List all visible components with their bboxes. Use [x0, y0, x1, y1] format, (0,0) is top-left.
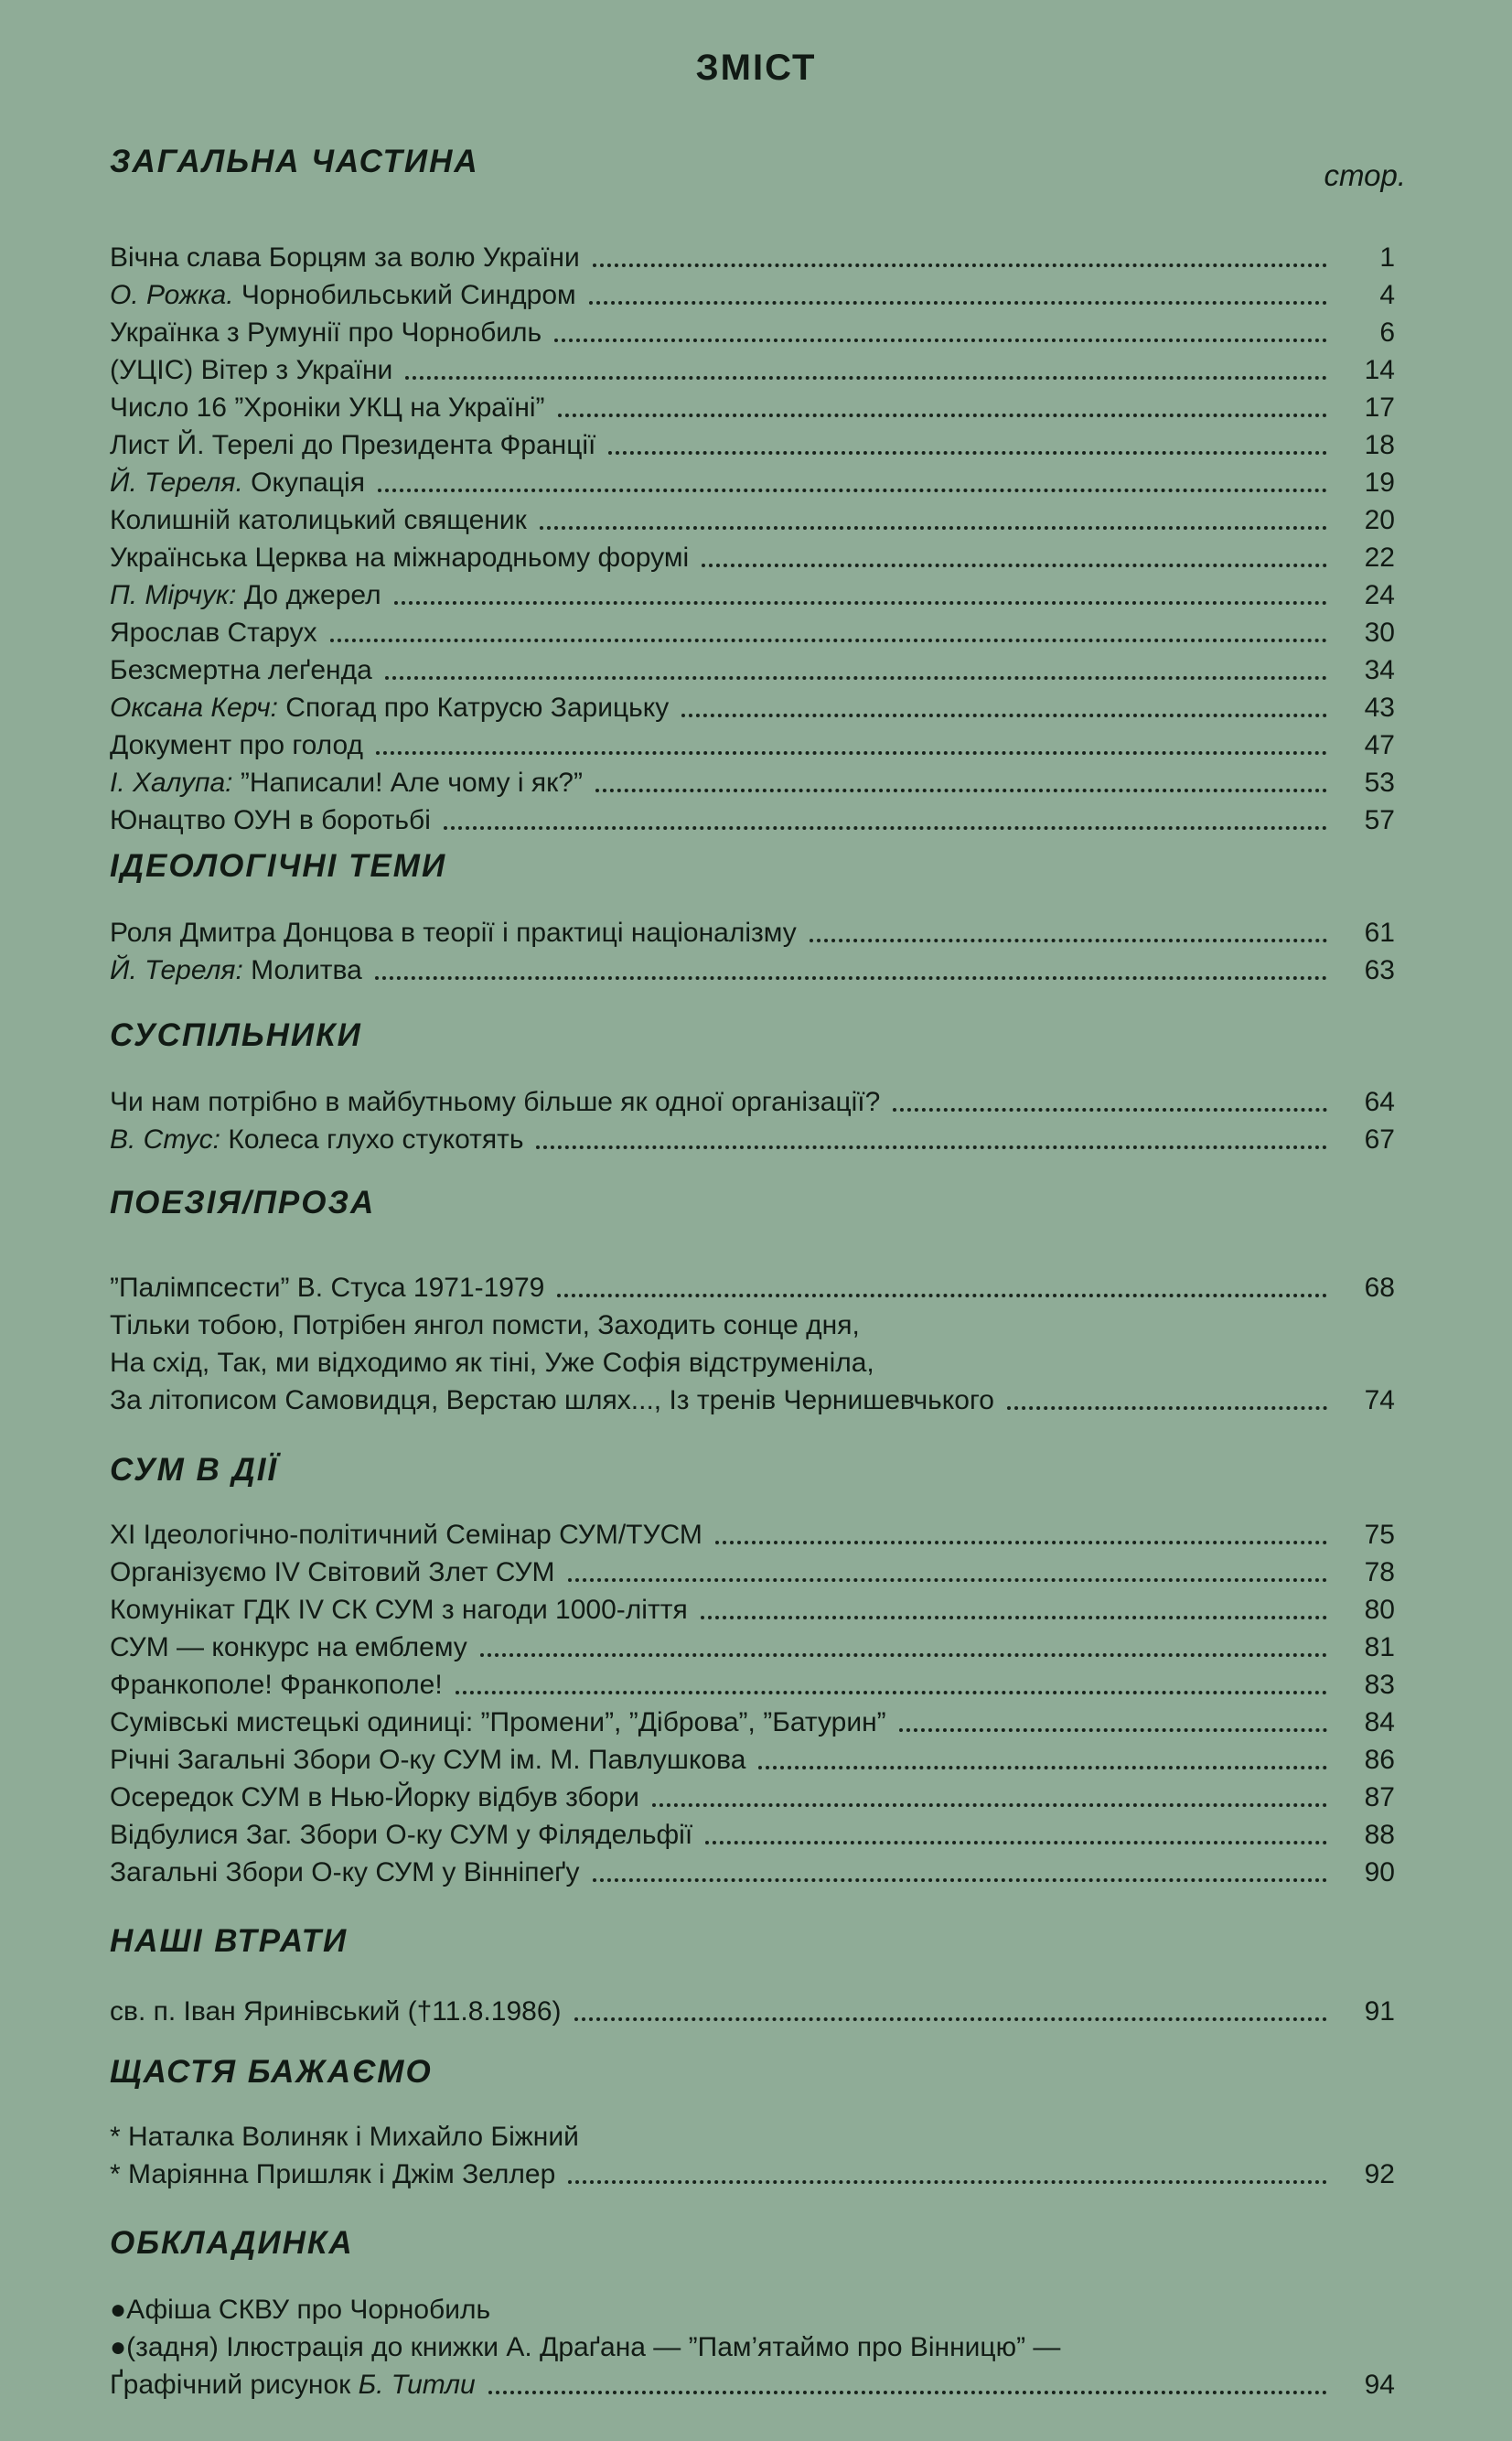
entry-title: ”Написали! Але чому і як?”	[240, 768, 583, 798]
toc-entry	[110, 1816, 1395, 1854]
entry-title: Окупація	[251, 468, 365, 498]
entry-list	[110, 2118, 1395, 2193]
page-column-label: стор.	[1324, 158, 1406, 192]
entry-title: Безсмертна леґенда	[110, 655, 372, 685]
dot-leader	[480, 1653, 1327, 1657]
entry-text-wrap	[110, 952, 362, 989]
section-title: ЗАГАЛЬНА ЧАСТИНА	[110, 144, 479, 179]
dot-leader	[681, 714, 1327, 717]
entry-page-number: 53	[1364, 768, 1395, 798]
entry-author: Й. Тереля.	[110, 468, 243, 498]
dot-leader	[568, 1578, 1327, 1582]
entry-text-wrap	[110, 2118, 579, 2156]
toc-entry	[110, 1344, 1395, 1382]
entry-title: св. п. Іван Яринівський (†11.8.1986)	[110, 1996, 562, 2027]
entry-title: * Наталка Волиняк і Михайло Біжний	[110, 2122, 579, 2152]
entry-list	[110, 1083, 1395, 1158]
page-title: ЗМІСТ	[695, 48, 817, 88]
toc-entry	[110, 539, 1395, 576]
entry-page-number: 88	[1364, 1820, 1395, 1850]
entry-page-number: 90	[1364, 1857, 1395, 1887]
entry-title: Сумівські мистецькі одиниці: ”Промени”, ”Діброва”, ”Батурин”	[110, 1707, 886, 1737]
toc-entry	[110, 1554, 1395, 1591]
entry-page-number: 1	[1379, 242, 1395, 273]
entry-title: Чорнобильський Синдром	[241, 280, 576, 310]
dot-leader	[394, 601, 1327, 605]
toc-entry	[110, 1629, 1395, 1666]
toc-entry	[110, 726, 1395, 764]
entry-text-wrap	[110, 314, 542, 351]
entry-page-number: 67	[1364, 1124, 1395, 1155]
entry-text-wrap	[110, 689, 669, 726]
section-title: СУМ В ДІЇ	[110, 1452, 279, 1488]
entry-page-number: 22	[1364, 543, 1395, 573]
toc-entry	[110, 1307, 1395, 1344]
entry-text-wrap	[110, 1854, 580, 1891]
entry-title: Вічна слава Борцям за волю України	[110, 242, 580, 273]
entry-list	[110, 1993, 1395, 2030]
section-wishes	[110, 2052, 1395, 2193]
entry-title: Число 16 ”Хроніки УКЦ на Україні”	[110, 392, 545, 423]
entry-page-number: 17	[1364, 392, 1395, 423]
toc-entry	[110, 1591, 1395, 1629]
entry-title: Загальні Збори О-ку СУМ у Вінніпеґу	[110, 1857, 580, 1887]
entry-title: СУМ — конкурс на емблему	[110, 1632, 467, 1662]
toc-entry	[110, 2156, 1395, 2193]
entry-title: (УЦІС) Вітер з України	[110, 355, 393, 385]
toc-entry	[110, 1121, 1395, 1158]
entry-page-number: 75	[1364, 1520, 1395, 1550]
entry-title: Ярослав Старух	[110, 618, 317, 648]
entry-text-wrap	[110, 1083, 880, 1121]
dot-leader	[444, 826, 1327, 830]
dot-leader	[593, 1878, 1328, 1882]
entry-page-number: 74	[1364, 1385, 1395, 1415]
toc-entry	[110, 1269, 1395, 1307]
dot-leader	[536, 1145, 1327, 1149]
entry-page-number: 57	[1364, 805, 1395, 835]
toc-entry	[110, 2118, 1395, 2156]
toc-entry	[110, 576, 1395, 614]
entry-text-wrap	[110, 914, 797, 952]
section-general	[110, 142, 1406, 839]
entry-title: ●Афіша СКВУ про Чорнобиль	[110, 2295, 491, 2325]
section-losses	[110, 1921, 1395, 2030]
entry-text-wrap	[110, 1591, 688, 1629]
entry-page-number: 18	[1364, 430, 1395, 460]
toc-entry	[110, 1083, 1395, 1121]
entry-page-number: 4	[1379, 280, 1395, 310]
entry-title: Франкополе! Франкополе!	[110, 1670, 443, 1700]
section-social	[110, 1016, 1395, 1158]
toc-entry	[110, 801, 1395, 839]
entry-list	[110, 239, 1395, 839]
toc-entry	[110, 1516, 1395, 1554]
dot-leader	[1007, 1406, 1327, 1410]
entry-title: Українська Церква на міжнародньому форумі	[110, 543, 690, 573]
entry-text-wrap	[110, 389, 545, 426]
entry-title: Організуємо IV Світовий Злет СУМ	[110, 1557, 555, 1587]
dot-leader	[385, 676, 1327, 680]
entry-text-wrap	[110, 1741, 745, 1779]
entry-list	[110, 2291, 1395, 2403]
entry-page-number: 61	[1364, 918, 1395, 948]
dot-leader	[652, 1803, 1327, 1807]
section-title: СУСПІЛЬНИКИ	[110, 1017, 362, 1053]
entry-page-number: 20	[1364, 505, 1395, 535]
dot-leader	[574, 2017, 1328, 2021]
entry-text-wrap	[110, 1704, 886, 1741]
entry-author: О. Рожка.	[110, 280, 234, 310]
toc-entry	[110, 1854, 1395, 1891]
entry-text-wrap	[110, 1382, 994, 1419]
toc-entry	[110, 689, 1395, 726]
entry-text-wrap	[110, 351, 392, 389]
entry-page-number: 24	[1364, 580, 1395, 610]
dot-leader	[376, 751, 1327, 755]
entry-page-number: 84	[1364, 1707, 1395, 1737]
toc-entry	[110, 314, 1395, 351]
dot-leader	[405, 376, 1327, 380]
entry-page-number: 78	[1364, 1557, 1395, 1587]
dot-leader	[330, 639, 1327, 642]
dot-leader	[595, 789, 1327, 792]
section-title: ІДЕОЛОГІЧНІ ТЕМИ	[110, 848, 447, 884]
dot-leader	[558, 414, 1327, 417]
entry-page-number: 86	[1364, 1745, 1395, 1775]
entry-author: Й. Тереля:	[110, 955, 243, 985]
section-title: ОБКЛАДИНКА	[110, 2225, 354, 2261]
entry-page-number: 30	[1364, 618, 1395, 648]
entry-title: * Маріянна Пришляк і Джім Зеллер	[110, 2159, 556, 2189]
dot-leader	[758, 1766, 1327, 1769]
toc-entry	[110, 2291, 1395, 2328]
toc-entry	[110, 501, 1395, 539]
toc-entry	[110, 614, 1395, 651]
entry-page-number: 80	[1364, 1595, 1395, 1625]
toc-entry	[110, 389, 1395, 426]
entry-title: Чи нам потрібно в майбутньому більше як одної організації?	[110, 1087, 881, 1117]
entry-author: В. Стус:	[110, 1124, 221, 1155]
toc-entry	[110, 2328, 1395, 2366]
toc-entry	[110, 914, 1395, 952]
entry-text-wrap	[110, 1269, 544, 1307]
entry-title: Осередок СУМ в Нью-Йорку відбув збори	[110, 1782, 639, 1812]
entry-text-wrap	[110, 1307, 860, 1344]
entry-title: Комунікат ГДК IV СК СУМ з нагоди 1000-ліття	[110, 1595, 688, 1625]
entry-list	[110, 1516, 1395, 1891]
toc-entry	[110, 426, 1395, 464]
entry-text-wrap	[110, 1344, 874, 1382]
entry-text-wrap	[110, 426, 595, 464]
entry-page-number: 87	[1364, 1782, 1395, 1812]
entry-author: Оксана Керч:	[110, 693, 278, 723]
dot-leader	[568, 2180, 1327, 2184]
toc-entry	[110, 1704, 1395, 1741]
dot-leader	[375, 976, 1327, 980]
dot-leader	[456, 1691, 1327, 1694]
entry-page-number: 83	[1364, 1670, 1395, 1700]
dot-leader	[899, 1728, 1327, 1732]
entry-page-number: 6	[1379, 317, 1395, 348]
section-cover	[110, 2223, 1395, 2403]
toc-entry	[110, 952, 1395, 989]
toc-entry	[110, 1666, 1395, 1704]
entry-text-wrap	[110, 801, 431, 839]
entry-text-wrap	[110, 1554, 555, 1591]
entry-title: Українка з Румунії про Чорнобиль	[110, 317, 542, 348]
entry-page-number: 94	[1364, 2370, 1395, 2400]
dot-leader	[702, 564, 1327, 567]
toc-entry	[110, 651, 1395, 689]
entry-title: До джерел	[243, 580, 381, 610]
entry-title: Колеса глухо стукотять	[228, 1124, 524, 1155]
entry-text-wrap	[110, 501, 527, 539]
section-sum	[110, 1450, 1395, 1891]
entry-text-wrap	[110, 276, 576, 314]
entry-page-number: 64	[1364, 1087, 1395, 1117]
dot-leader	[705, 1841, 1327, 1844]
entry-title: Лист Й. Терелі до Президента Франції	[110, 430, 596, 460]
entry-author: Б. Титли	[358, 2370, 476, 2400]
entry-list	[110, 1269, 1395, 1419]
entry-text-wrap	[110, 614, 317, 651]
entry-title: За літописом Самовидця, Верстаю шлях..., Із тренів Чернишевчького	[110, 1385, 994, 1415]
entry-page-number: 47	[1364, 730, 1395, 760]
entry-title: Документ про голод	[110, 730, 364, 760]
dot-leader	[715, 1541, 1327, 1544]
dot-leader	[557, 1294, 1327, 1297]
entry-text-wrap	[110, 464, 365, 501]
entry-author: П. Мірчук:	[110, 580, 237, 610]
section-title: ЩАСТЯ БАЖАЄМО	[110, 2054, 433, 2090]
section-title: НАШІ ВТРАТИ	[110, 1923, 349, 1959]
toc-entry	[110, 1993, 1395, 2030]
entry-title: Молитва	[251, 955, 362, 985]
toc-entry	[110, 2366, 1395, 2403]
entry-title: Ґрафічний рисунок	[110, 2370, 351, 2400]
entry-text-wrap	[110, 576, 381, 614]
dot-leader	[589, 301, 1327, 305]
entry-title: На схід, Так, ми відходимо як тіні, Уже Софія відструменіла,	[110, 1348, 874, 1378]
entry-title: Роля Дмитра Донцова в теорії і практиці націоналізму	[110, 918, 797, 948]
dot-leader	[540, 526, 1327, 530]
dot-leader	[608, 451, 1327, 455]
dot-leader	[701, 1616, 1327, 1619]
entry-text-wrap	[110, 1516, 702, 1554]
entry-text-wrap	[110, 1121, 523, 1158]
entry-page-number: 14	[1364, 355, 1395, 385]
entry-text-wrap	[110, 1629, 467, 1666]
entry-text-wrap	[110, 2156, 555, 2193]
entry-page-number: 68	[1364, 1273, 1395, 1303]
toc-entry	[110, 464, 1395, 501]
entry-page-number: 34	[1364, 655, 1395, 685]
entry-text-wrap	[110, 651, 372, 689]
entry-title: Відбулися Заг. Збори О-ку СУМ у Філядельфії	[110, 1820, 693, 1850]
entry-page-number: 43	[1364, 693, 1395, 723]
toc-entry	[110, 351, 1395, 389]
entry-text-wrap	[110, 1816, 692, 1854]
toc-entry	[110, 1382, 1395, 1419]
entry-title: Колишній католицький священик	[110, 505, 527, 535]
entry-text-wrap	[110, 1993, 562, 2030]
entry-text-wrap	[110, 2328, 1060, 2366]
dot-leader	[893, 1108, 1327, 1112]
entry-title: ●(задня) Ілюстрація до книжки А. Драґана — ”Пам’ятаймо про Вінницю” —	[110, 2332, 1061, 2362]
entry-text-wrap	[110, 764, 583, 801]
entry-text-wrap	[110, 1666, 443, 1704]
entry-text-wrap	[110, 2366, 476, 2403]
entry-text-wrap	[110, 1779, 639, 1816]
entry-text-wrap	[110, 239, 580, 276]
entry-page-number: 91	[1364, 1996, 1395, 2027]
dot-leader	[378, 489, 1327, 492]
toc-entry	[110, 1741, 1395, 1779]
entry-page-number: 63	[1364, 955, 1395, 985]
entry-page-number: 81	[1364, 1632, 1395, 1662]
dot-leader	[593, 263, 1327, 267]
dot-leader	[810, 939, 1327, 942]
entry-text-wrap	[110, 539, 689, 576]
entry-text-wrap	[110, 726, 363, 764]
dot-leader	[554, 339, 1327, 342]
entry-title: Тільки тобою, Потрібен янгол помсти, Заходить сонце дня,	[110, 1310, 860, 1340]
entry-text-wrap	[110, 2291, 490, 2328]
entry-list	[110, 914, 1395, 989]
entry-title: ”Палімпсести” В. Стуса 1971-1979	[110, 1273, 545, 1303]
toc-entry	[110, 239, 1395, 276]
entry-page-number: 92	[1364, 2159, 1395, 2189]
entry-title: Спогад про Катрусю Зарицьку	[285, 693, 670, 723]
entry-title: Юнацтво ОУН в боротьбі	[110, 805, 431, 835]
entry-title: ХІ Ідеологічно-політичний Семінар СУМ/ТУСМ	[110, 1520, 702, 1550]
toc-entry	[110, 1779, 1395, 1816]
entry-author: І. Халупа:	[110, 768, 233, 798]
section-ideology	[110, 846, 1395, 989]
dot-leader	[488, 2391, 1327, 2394]
section-title: ПОЕЗІЯ/ПРОЗА	[110, 1185, 376, 1220]
section-poetry	[110, 1183, 1395, 1419]
entry-title: Річні Загальні Збори О-ку СУМ ім. М. Павлушкова	[110, 1745, 746, 1775]
toc-entry	[110, 276, 1395, 314]
toc-entry	[110, 764, 1395, 801]
entry-page-number: 19	[1364, 468, 1395, 498]
